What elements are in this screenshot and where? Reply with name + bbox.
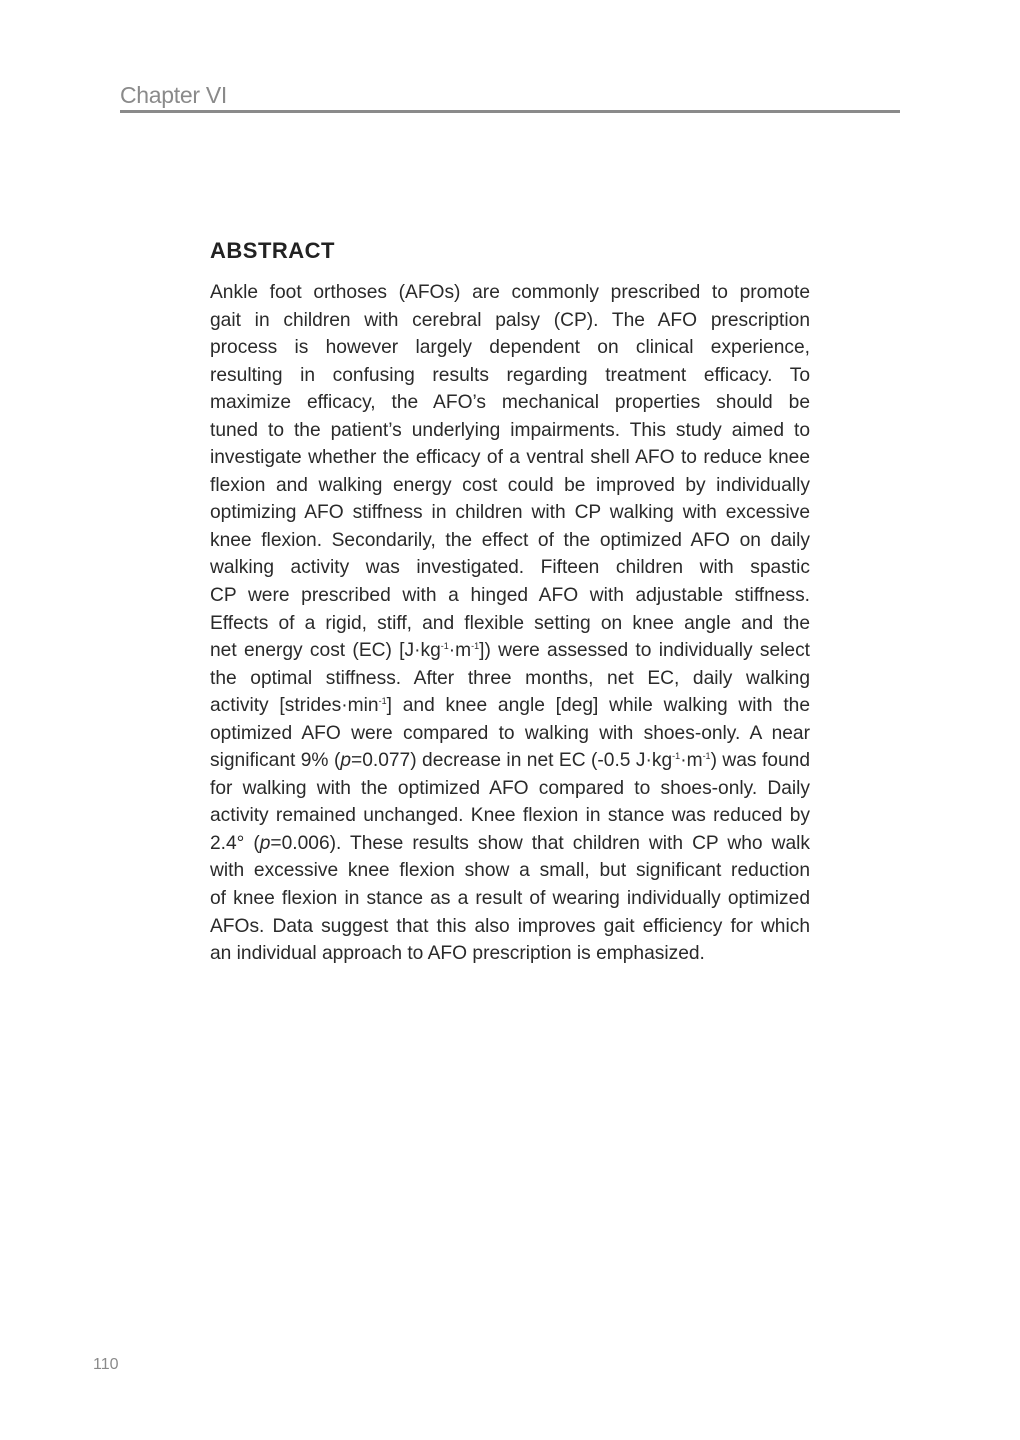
text-segment: flexion and walking energy cost could be improved by individually — [210, 474, 810, 496]
text-segment: resulting in confusing results regarding treatment efficacy. To — [210, 364, 810, 386]
abstract-line — [210, 775, 810, 803]
abstract-line — [210, 940, 810, 968]
abstract-line — [210, 802, 810, 830]
text-segment: ] and knee angle [deg] while walking with the — [386, 695, 811, 717]
abstract-line — [210, 857, 810, 885]
text-segment: with excessive knee flexion show a small, but significant reduction — [210, 860, 810, 882]
text-segment: process is however largely dependent on clinical experience, — [210, 337, 810, 359]
abstract-line — [210, 527, 810, 555]
text-segment: Ankle foot orthoses (AFOs) are commonly prescribed to promote — [210, 282, 810, 303]
text-segment: activity remained unchanged. Knee flexion in stance was reduced by — [210, 805, 810, 827]
abstract-line — [210, 637, 810, 665]
text-segment: Effects of a rigid, stiff, and flexible setting on knee angle and the — [210, 612, 810, 634]
text-segment: the optimal stiffness. After three months, net EC, daily walking — [210, 667, 810, 689]
text-segment: investigate whether the efficacy of a ventral shell AFO to reduce knee — [210, 447, 810, 469]
text-segment: activity [strides·min — [210, 695, 379, 717]
abstract-line — [210, 913, 810, 941]
text-segment: significant 9% ( — [210, 750, 341, 772]
abstract-line — [210, 720, 810, 748]
abstract-line — [210, 610, 810, 638]
abstract-line — [210, 334, 810, 362]
superscript: -1 — [440, 641, 449, 652]
text-segment: 2.4° ( — [210, 832, 260, 854]
abstract-line — [210, 444, 810, 472]
superscript: -1 — [702, 751, 711, 762]
abstract-line — [210, 692, 810, 720]
text-segment: =0.006). These results show that children with CP who walk — [270, 832, 810, 854]
text-segment: knee flexion. Secondarily, the effect of the optimized AFO on daily — [210, 529, 810, 551]
italic-text: p — [259, 832, 271, 854]
text-segment: for walking with the optimized AFO compared to shoes-only. Daily — [210, 777, 810, 799]
text-segment: net energy cost (EC) [J·kg — [210, 640, 441, 662]
text-segment: maximize efficacy, the AFO’s mechanical properties should be — [210, 392, 810, 414]
abstract-line — [210, 885, 810, 913]
text-segment: optimizing AFO stiffness in children with CP walking with excessive — [210, 502, 810, 524]
text-segment: gait in children with cerebral palsy (CP). The AFO prescription — [210, 309, 810, 331]
text-segment: CP were prescribed with a hinged AFO with adjustable stiffness. — [210, 585, 810, 607]
abstract-line — [210, 665, 810, 693]
page-number: 110 — [93, 1356, 119, 1373]
abstract-line — [210, 362, 810, 390]
abstract-line — [210, 554, 810, 582]
text-segment: an individual approach to AFO prescription is emphasized. — [210, 943, 705, 965]
text-segment: ·m — [680, 750, 703, 772]
italic-text: p — [340, 750, 351, 772]
text-segment: walking activity was investigated. Fifteen children with spastic — [210, 557, 810, 579]
abstract-line — [210, 389, 810, 417]
abstract-line — [210, 307, 810, 335]
superscript: -1 — [378, 696, 387, 707]
abstract-line — [210, 747, 810, 775]
chapter-title: Chapter VI — [120, 82, 227, 108]
abstract-line — [210, 499, 810, 527]
text-segment: =0.077) decrease in net EC (-0.5 J·kg — [351, 750, 673, 772]
abstract-line — [210, 582, 810, 610]
header-rule — [120, 110, 900, 113]
running-header — [120, 80, 900, 110]
superscript: -1 — [672, 751, 681, 762]
abstract-line — [210, 830, 810, 858]
text-segment: optimized AFO were compared to walking with shoes-only. A near — [210, 722, 810, 744]
text-segment: ·m — [448, 640, 472, 662]
superscript: -1 — [471, 641, 480, 652]
abstract-line — [210, 417, 810, 445]
abstract-heading: ABSTRACT — [210, 238, 335, 263]
text-segment: of knee flexion in stance as a result of wearing individually optimized — [210, 888, 810, 910]
text-segment: tuned to the patient’s underlying impairments. This study aimed to — [210, 419, 810, 441]
text-segment: ]) were assessed to individually select — [479, 640, 810, 662]
abstract-line — [210, 472, 810, 500]
abstract-line — [210, 279, 810, 307]
text-segment: ) was found — [710, 750, 810, 772]
abstract-body — [210, 279, 810, 968]
text-segment: AFOs. Data suggest that this also improves gait efficiency for which — [210, 915, 810, 937]
abstract-section — [210, 238, 810, 968]
